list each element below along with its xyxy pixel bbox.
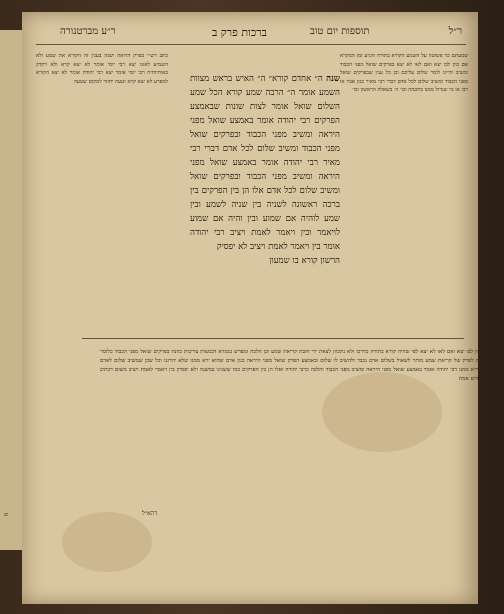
previous-page-edge (0, 30, 24, 550)
left-commentary (36, 52, 168, 332)
mishnah-closing: הרשון קורא בו שמעון (269, 256, 340, 266)
mishnah-main-text (190, 72, 340, 272)
bottom-commentary (100, 342, 492, 502)
header-tosafot: תוספות יום טוב (310, 26, 370, 37)
header-rule (36, 44, 466, 45)
bottom-commentary-text: ואם כוון לבו יצא ואם לאו לא יצא לפי שהיה קורא בתורה כדרכו ולא נתכוון לצאת ידי חובת קריאת שמע וכן הלכה ומפרש בגמרא דבמצות צריכות כוונה בפרקים שואל מפני הכבוד כלומר בין פרק לפרק של קריאת שמע מותר לשאול בשלום אדם נכבד ולהשיב לו שלום ובאמצע הפרק שואל מפני היראה כגון אדם שהוא ירא ממנו שלא יהרגנו וכל שכן שמשיב שלום לאדם שהוא ירא ממנו רבי יהודה אומר באמצע שואל מפני היראה ומשיב מפני הכבוד והלכה כרבי יהודה ואלו הן בין הפרקים כמו ששנינו במשנה ולא יפסיק בין ויאמר לאמת ויציב משום דכתיב וה׳ אלהים אמת (100, 348, 492, 382)
header-folio: ר״ע מברטנורה (60, 26, 116, 37)
paper-stain (62, 512, 152, 572)
right-commentary-text: שמעתם כד פשוטה על השמע הקורא בתורה והגיע זמן המקרא אם כוון לבו יצא ואם לאו לא יצא בפרקים שואל מפני הכבוד ומשיב והיינו לומר שלום עליכם וכן כל ענין שבפרקים שואל מפני הכבוד ומשיב שלום לכל אדם דברי רבי מאיר כגון אביו או רבו או מי שגדול ממנו בחכמה וכו׳ ה׳ בשאלה הראשון וכו׳ (340, 53, 468, 93)
catchword: דהא״ל (142, 510, 158, 517)
left-margin-fragment: ום (4, 512, 9, 518)
left-commentary-text: כתב רש״י בפרק הרואה ושגה בענין זה הקורא את שמע ולא השמיע לאזנו יצא רבי יוסי אומר לא יצא קרא ולא דקדק באותיותיה רבי יוסי אומר יצא רבי יהודה אומר לא יצא הקורא למפרע לא יצא קרא וטעה יחזור למקום שטעה (36, 53, 168, 85)
mishnah-heading-word: שנה (326, 74, 340, 84)
header-page-number: ר״ל (448, 26, 462, 37)
right-commentary (340, 52, 468, 332)
mishnah-text: ה״ אחדם קורא״ ה״ האיש בראש מצוות השמע אומר ה״ הרבה שמע קורא הכל שמע השלום שואל אומר לצות שונות שבאמצע הפרקים רבי יהודה אומר באמצע שואל מפני היראה ומשיב מפני הכבוד ובפרקים שואל מפני הכבוד ומשיב שלום לכל אדם דברי רבי מאיר רבי יהודה אומר באמצע שואל מפני היראה ומשיב מפני הכבוד ובפרקים שואל ומשיב שלום לכל אדם אלו הן בין הפרקים בין ברכה ראשונה לשניה בין שניה לשמע ובין שמע לוהיה אם שמוע ובין והיה אם שמוע לויאמר ובין ויאמר לאמת ויציב רבי יהודה אומר בין ויאמר לאמת ויציב לא יפסיק (190, 74, 340, 252)
book-page (22, 12, 492, 604)
page-header (42, 26, 462, 42)
commentary-rule (82, 338, 464, 339)
header-chapter: ברכות פרק ב (212, 26, 267, 39)
